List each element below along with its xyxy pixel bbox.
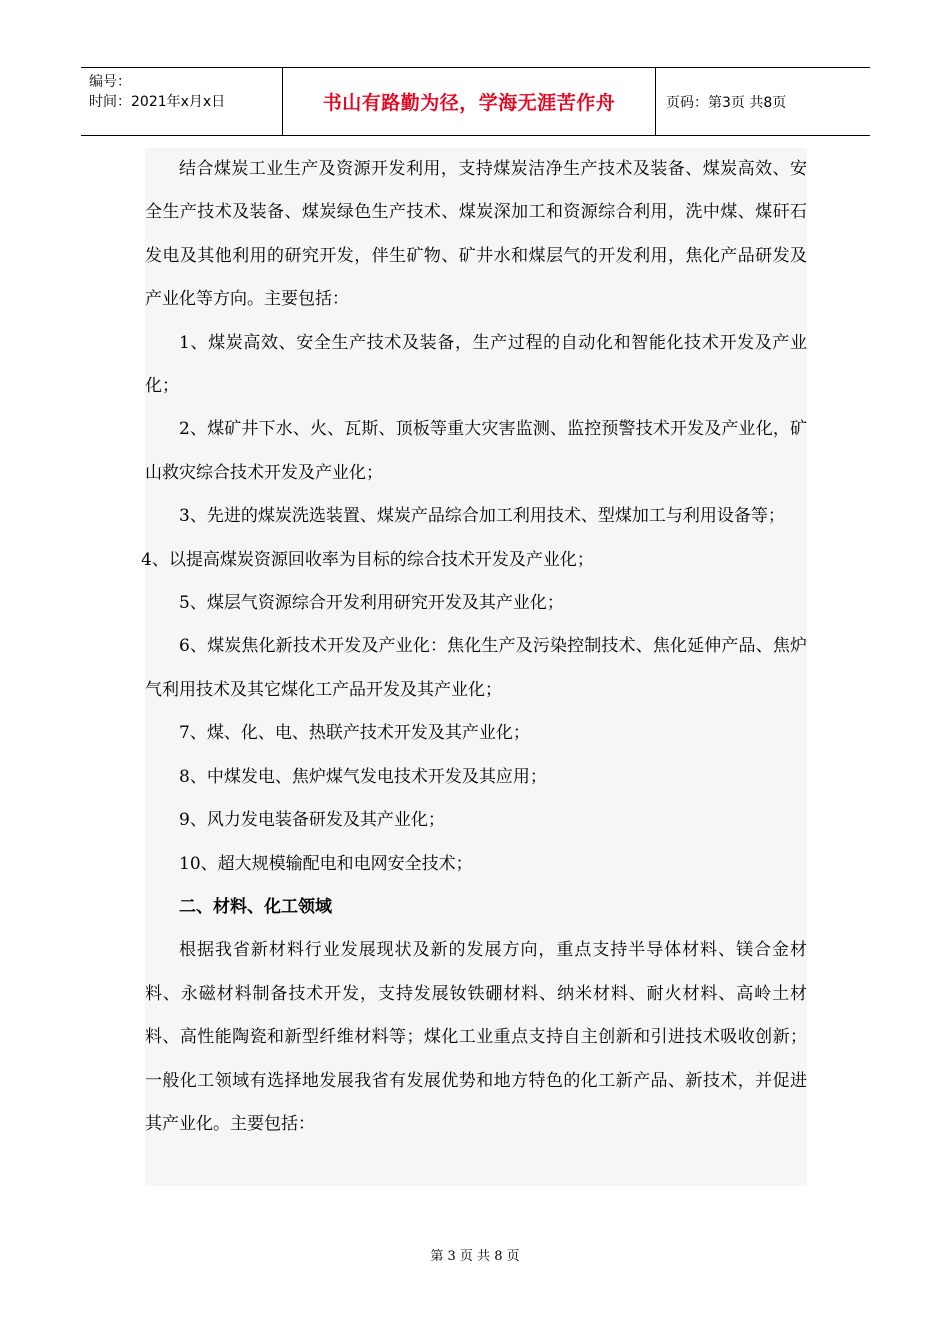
intro-paragraph: 结合煤炭工业生产及资源开发利用，支持煤炭洁净生产技术及装备、煤炭高效、安全生产技术及装备、煤炭绿色生产技术、煤炭深加工和资源综合利用，洗中煤、煤矸石发电及其他利用的研究开发，伴生矿物、矿井水和煤层气的开发利用，焦化产品研发及产业化等方向。主要包括： xyxy=(145,159,807,310)
page-footer: 第 3 页 共 8 页 xyxy=(430,1249,520,1264)
list-item-2: 2、煤矿井下水、火、瓦斯、顶板等重大灾害监测、监控预警技术开发及产业化，矿山救灾综合技术开发及产业化； xyxy=(145,419,807,483)
list-item-1: 1、煤炭高效、安全生产技术及装备，生产过程的自动化和智能化技术开发及产业化； xyxy=(145,332,807,397)
header-meta-cell xyxy=(81,68,283,135)
section-intro-paragraph: 根据我省新材料行业发展现状及新的发展方向，重点支持半导体材料、镁合金材料、永磁材料制备技术开发，支持发展钕铁硼材料、纳米材料、耐火材料、高岭土材料、高性能陶瓷和新型纤维材料等；煤化工业重点支持自主创新和引进技术吸收创新；一般化工领域有选择地发展我省有发展优势和地方特色的化工新产品、新技术，并促进其产业化。主要包括： xyxy=(145,940,807,1134)
list-item-9: 9、风力发电装备研发及其产业化； xyxy=(179,810,445,831)
document-time-label: 时间：2021年x月x日 xyxy=(89,94,226,110)
header-motto: 书山有路勤为径，学海无涯苦作舟 xyxy=(322,92,616,114)
section-heading: 二、材料、化工领域 xyxy=(179,896,332,917)
list-item-5: 5、煤层气资源综合开发利用研究开发及其产业化； xyxy=(179,593,564,614)
list-item-4: 4、以提高煤炭资源回收率为目标的综合技术开发及产业化； xyxy=(141,549,594,570)
document-body xyxy=(141,148,807,1186)
document-number-label: 编号： xyxy=(89,74,131,90)
document-header xyxy=(81,67,870,136)
list-item-10: 10、超大规模输配电和电网安全技术； xyxy=(179,853,473,874)
header-page-info: 页码：第3页 共8页 xyxy=(666,94,787,111)
list-item-6: 6、煤炭焦化新技术开发及产业化：焦化生产及污染控制技术、焦化延伸产品、焦炉气利用技术及其它煤化工产品开发及其产业化； xyxy=(145,636,807,700)
list-item-7: 7、煤、化、电、热联产技术开发及其产业化； xyxy=(179,723,530,744)
list-item-3: 3、先进的煤炭洗选装置、煤炭产品综合加工利用技术、型煤加工与利用设备等； xyxy=(179,506,785,527)
header-motto-cell xyxy=(283,68,656,135)
list-item-8: 8、中煤发电、焦炉煤气发电技术开发及其应用； xyxy=(179,766,547,787)
